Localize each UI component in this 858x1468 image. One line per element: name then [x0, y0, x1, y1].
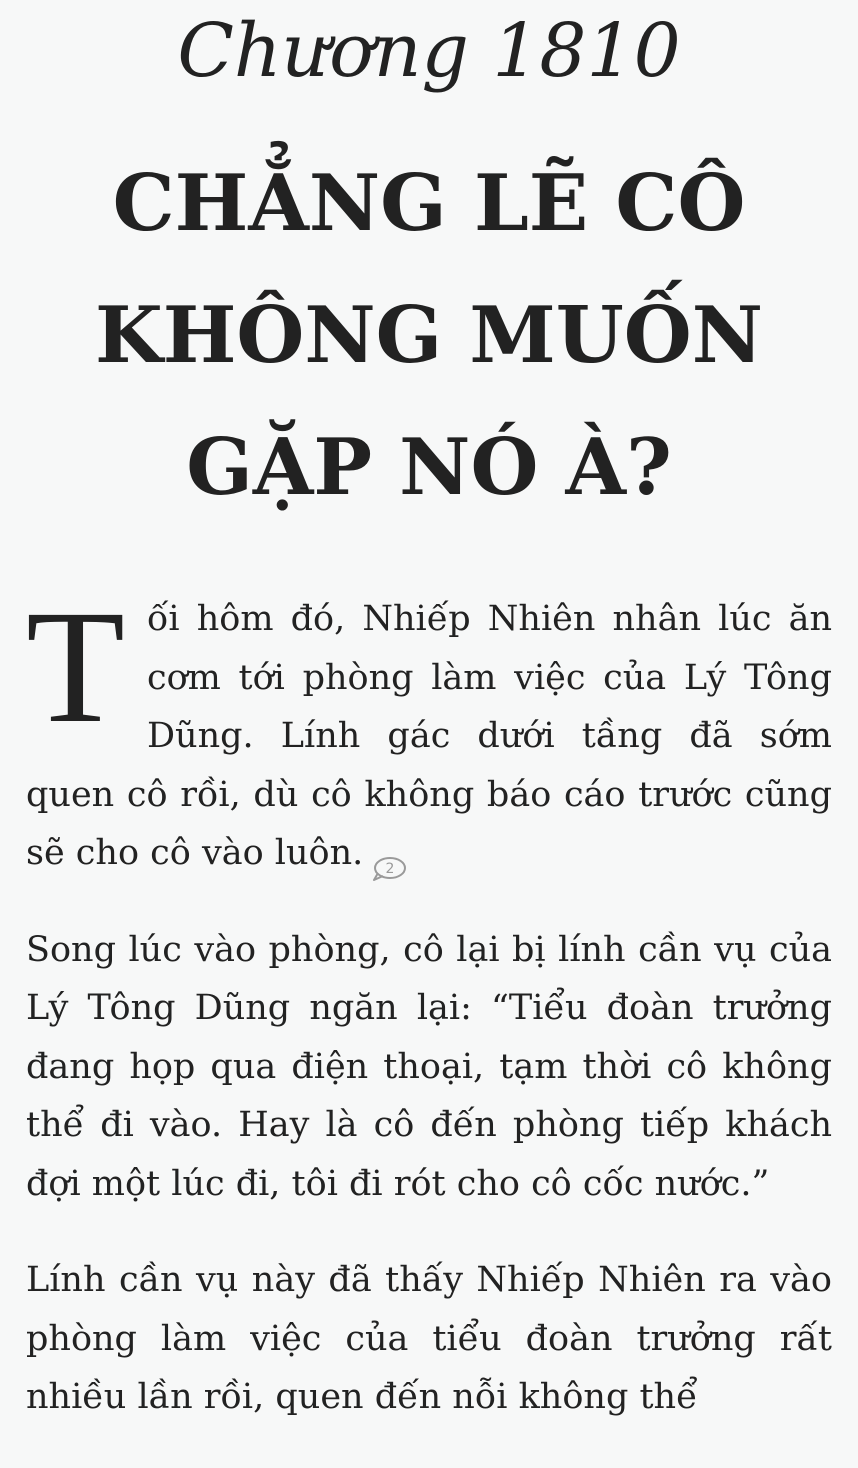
chapter-number: Chương 1810 — [177, 8, 681, 94]
chapter-body — [26, 578, 832, 1427]
paragraph: Song lúc vào phòng, cô lại bị lính cần vụ của Lý Tông Dũng ngăn lại: “Tiểu đoàn trưởng đang họp qua điện thoại, tạm thời cô không thể đi vào. Hay là cô đến phòng tiếp khách đợi một lúc đi, tôi đi rót cho cô cốc nước.” — [26, 929, 832, 1204]
paragraph-text: ối hôm đó, Nhiếp Nhiên nhân lúc ăn cơm tới phòng làm việc của Lý Tông Dũng. Lính gác dưới tầng đã sớm quen cô rồi, dù cô không báo cáo trước cũng sẽ cho cô vào luôn. — [26, 599, 832, 873]
drop-cap: T — [26, 578, 125, 757]
paragraph — [26, 578, 832, 883]
comment-bubble-icon — [371, 856, 407, 882]
paragraph: Lính cần vụ này đã thấy Nhiếp Nhiên ra vào phòng làm việc của tiểu đoàn trưởng rất nhiều lần rồi, quen đến nỗi không thể — [26, 1260, 832, 1417]
chapter-title: CHẲNG LẼ CÔ KHÔNG MUỐN GẶP NÓ À? — [94, 158, 764, 513]
comment-count-icon[interactable] — [371, 842, 407, 877]
comment-count: 2 — [385, 860, 395, 877]
